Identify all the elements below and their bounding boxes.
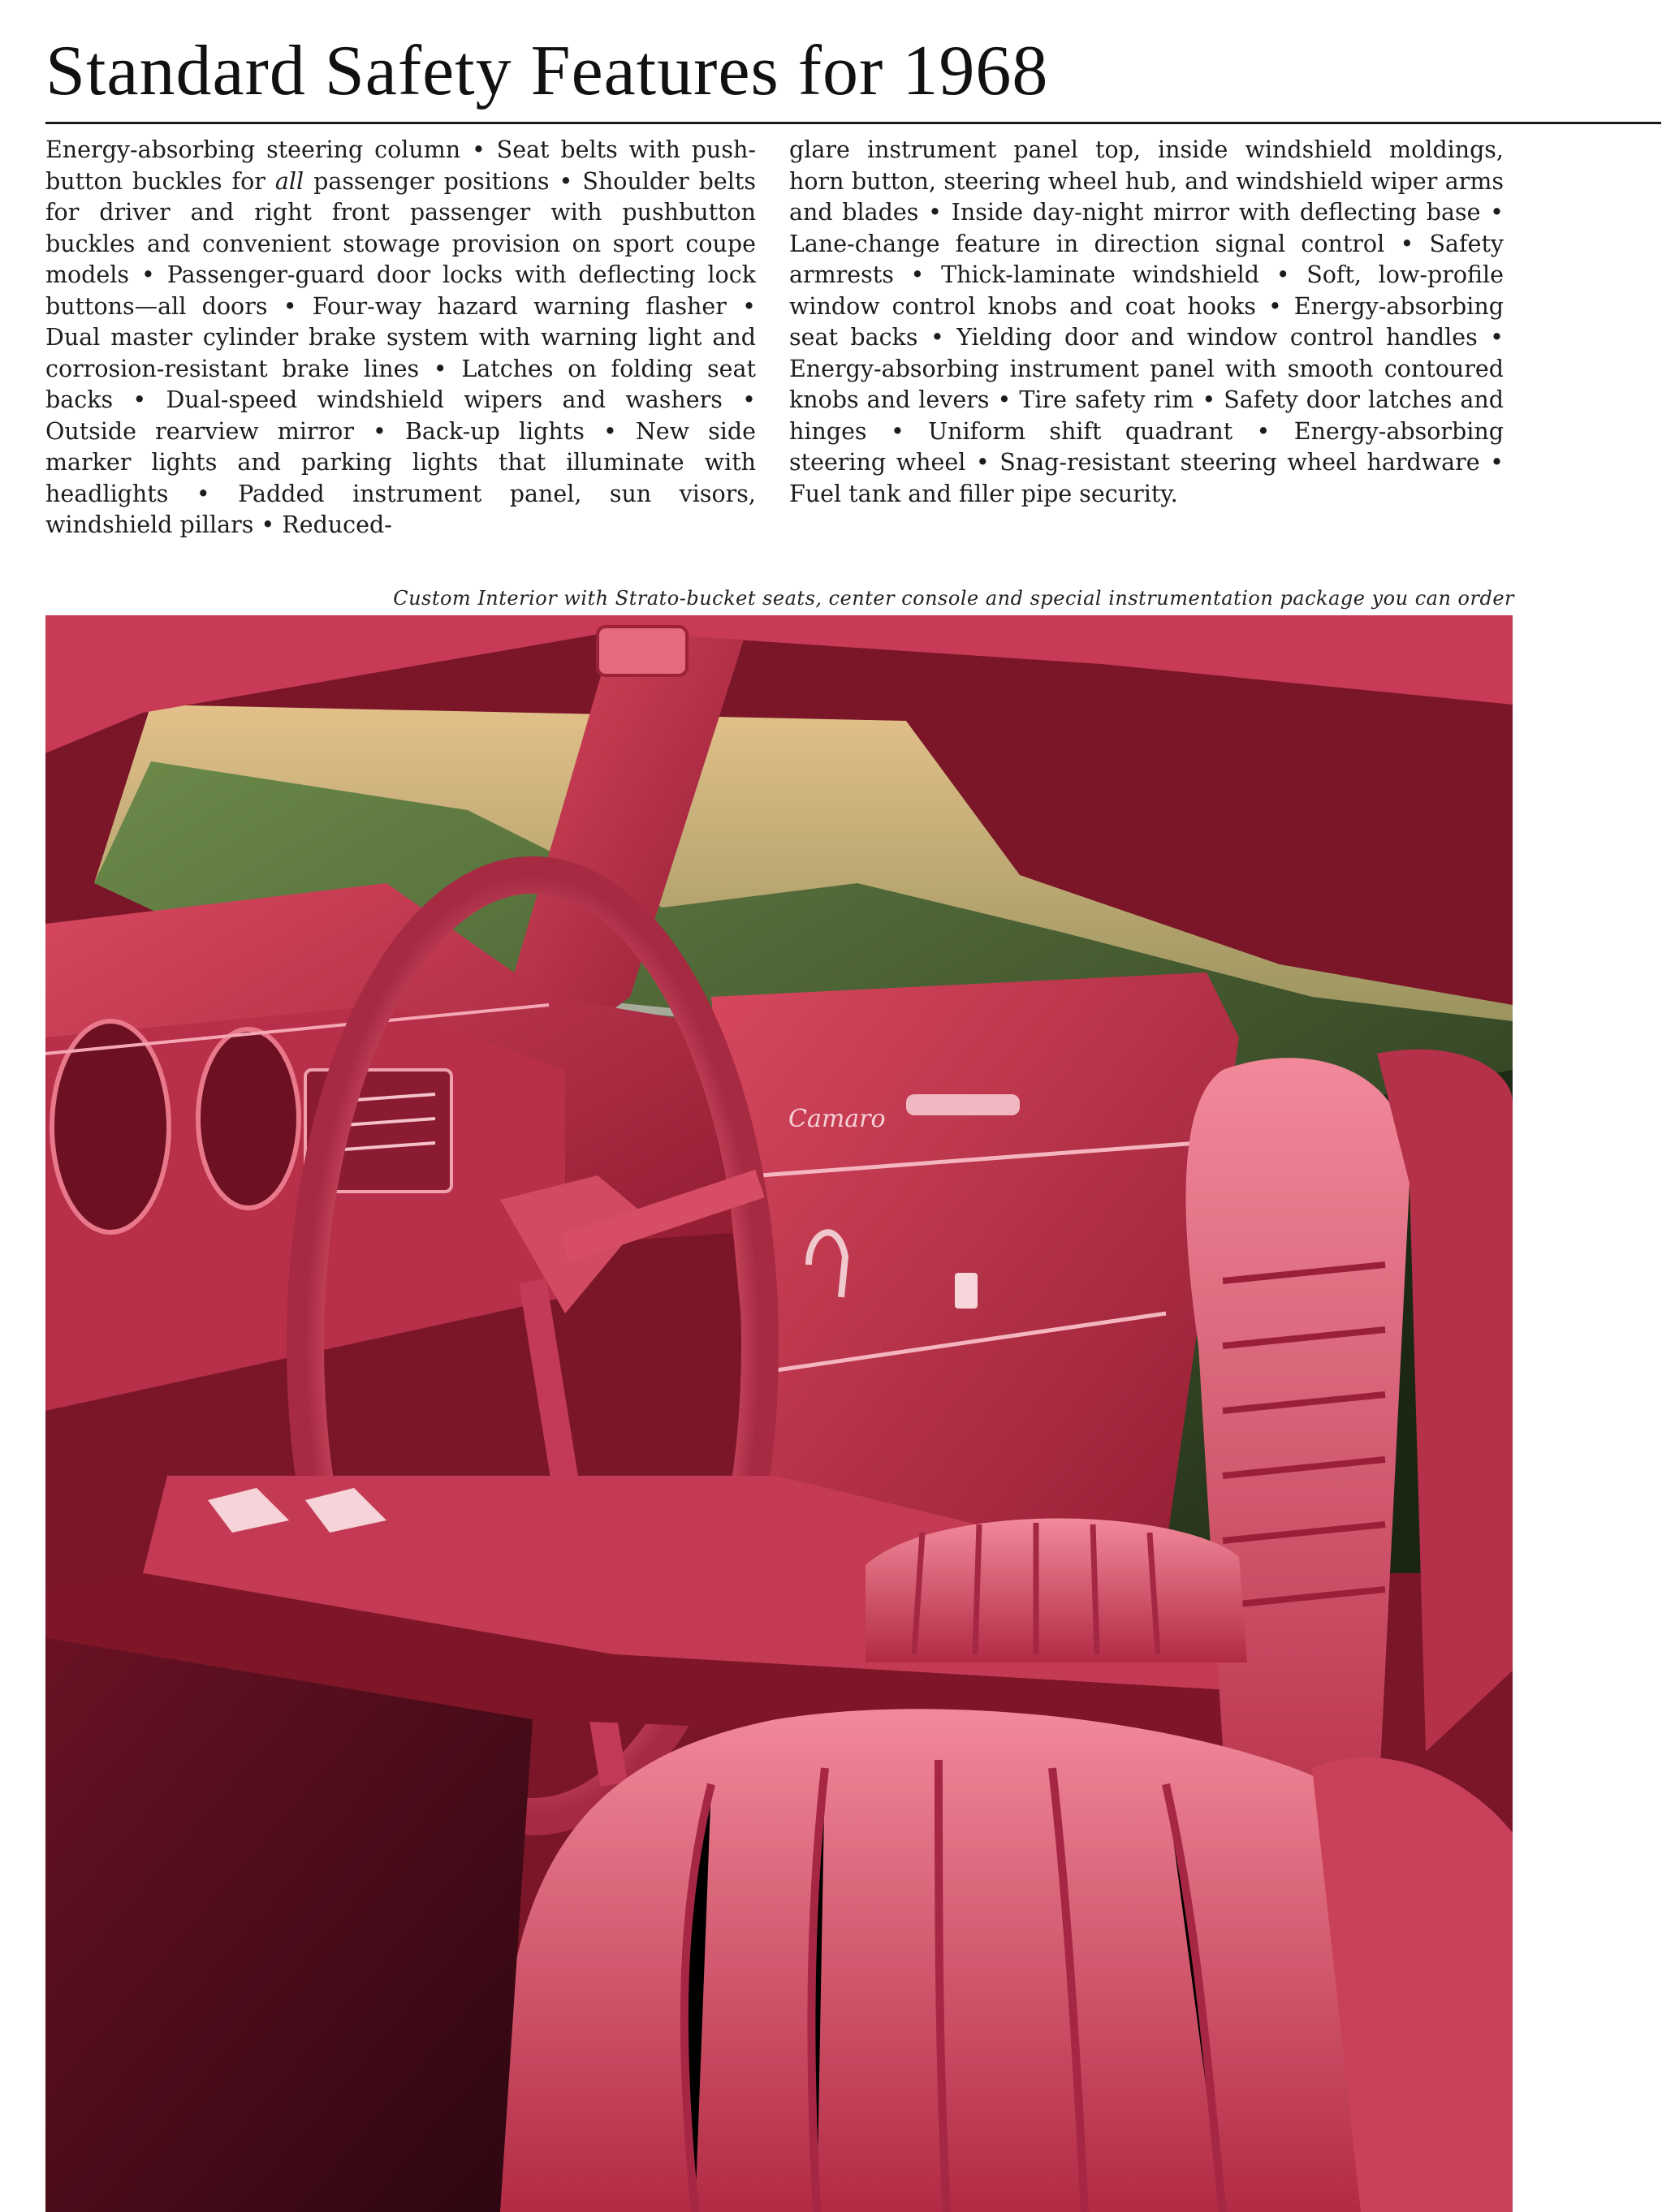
title-rule — [45, 122, 1661, 124]
features-text-left-a: Energy-absorbing steering column • Seat belts with push-button buckles for — [45, 136, 756, 195]
features-column-right — [789, 135, 1504, 510]
interior-illustration — [45, 615, 1513, 2212]
interior-photo — [45, 615, 1513, 2212]
photo-caption: Custom Interior with Strato-bucket seats, center console and special instrumentation package you can order — [393, 587, 1514, 610]
bucket-seat-driver-cushion — [866, 1519, 1247, 1663]
features-column-left — [45, 135, 756, 541]
features-text-left-italic: all — [274, 167, 304, 195]
bucket-seat-front-cushion — [500, 1709, 1513, 2212]
features-text-right: glare instrument panel top, inside windshield moldings, horn button, steering wheel hub, and windshield wiper arms and blades • Inside day-night mirror with deflecting base • Lane-change feature in direction signal control • Safety armrests • Thick-laminate windshield • Soft, low-profile window control knobs and coat hooks • Energy-absorbing seat backs • Yielding door and window control handles • Energy-absorbing instrument panel with smooth contoured knobs and levers • Tire safety rim • Safety door latches and hinges • Uniform shift quadrant • Energy-absorbing steering wheel • Snag-resistant steering wheel hardware • Fuel tank and filler pipe security. — [789, 136, 1504, 507]
features-text-left-b: passenger positions • Shoulder belts for driver and right front passenger with pushbutton buckles and convenient stowage provision on sport coupe models • Passenger-guard door locks with deflecting lock buttons—all doors • Four-way hazard warning flasher • Dual master cylinder brake system with warning light and corrosion-resistant brake lines • Latches on folding seat backs • Dual-speed windshield wipers and washers • Outside rearview mirror • Back-up lights • New side marker lights and parking lights that illuminate with headlights • Padded instrument panel, sun visors, windshield pillars • Reduced- — [45, 167, 756, 538]
floor-shadow — [45, 1638, 533, 2212]
door-badge-script: Camaro — [788, 1105, 886, 1133]
page-title: Standard Safety Features for 1968 — [45, 32, 1049, 110]
